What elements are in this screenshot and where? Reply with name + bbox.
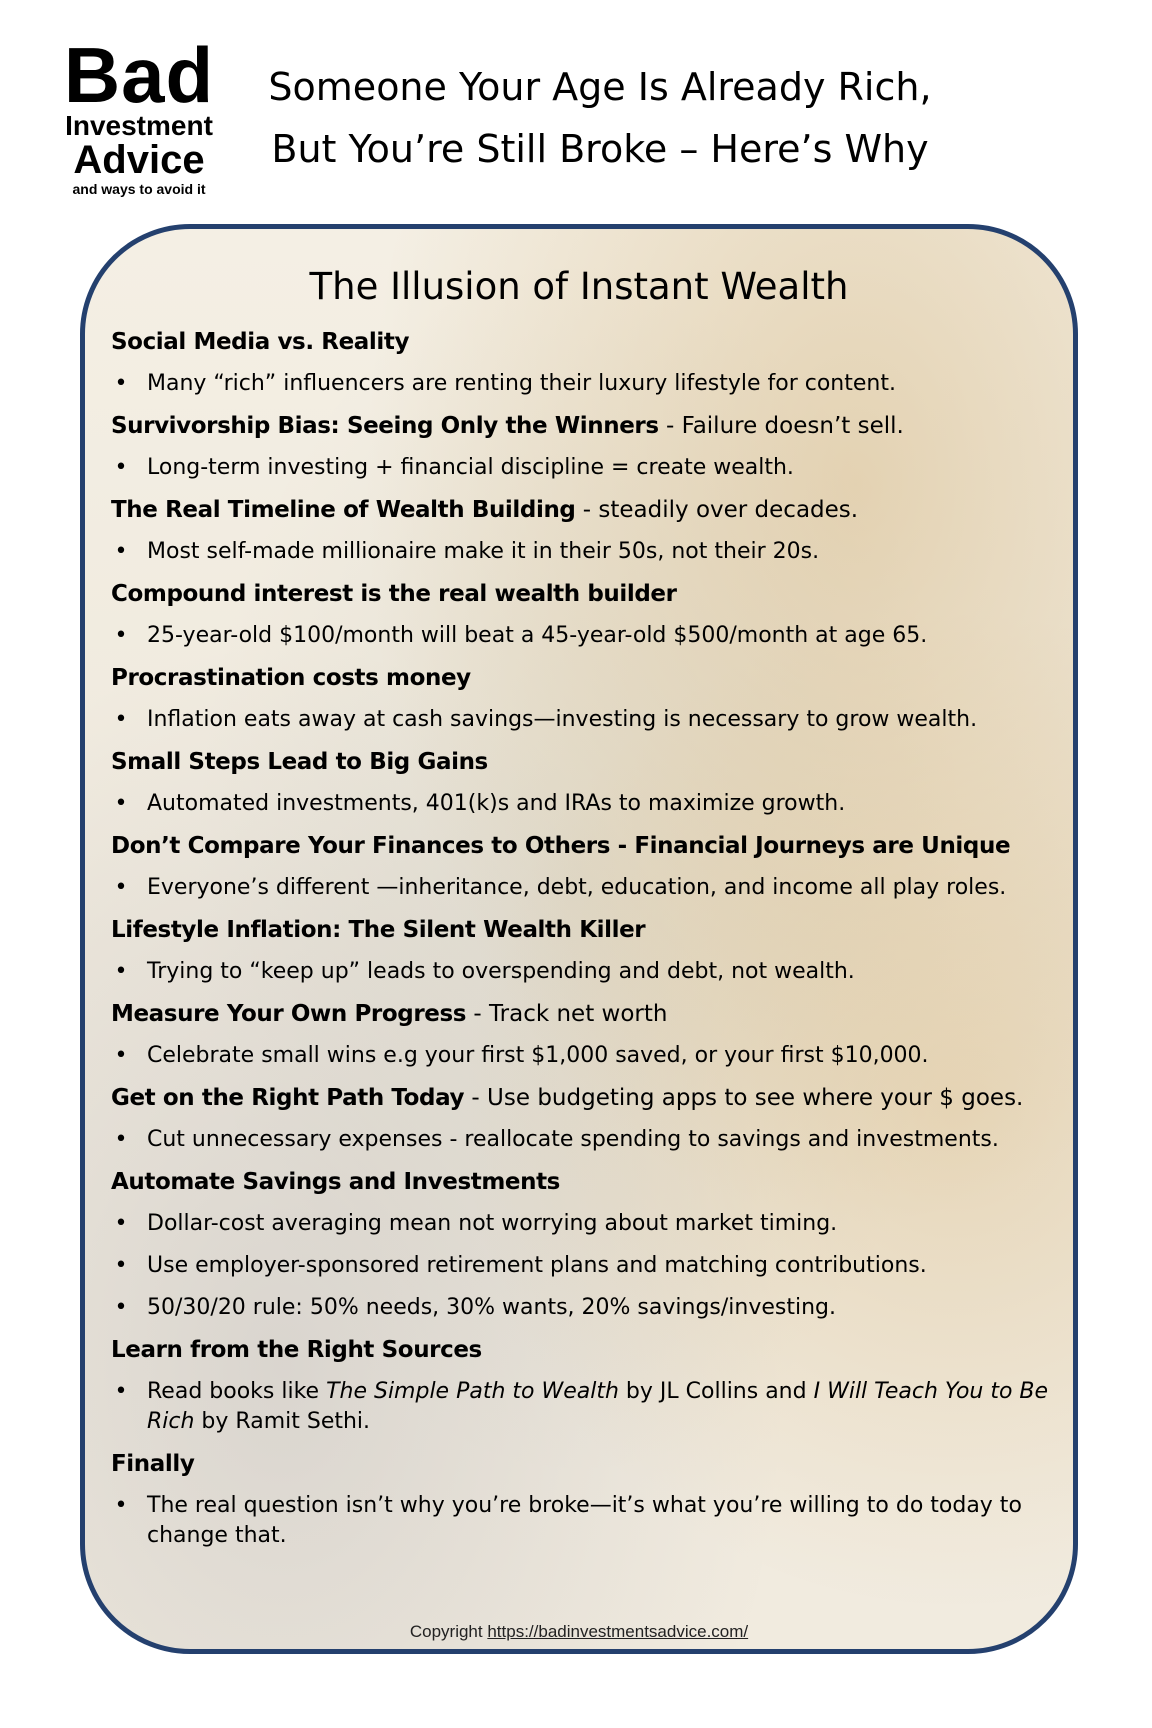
section-heading-bold: Procrastination costs money: [111, 665, 471, 691]
bullet-item: [111, 1125, 1056, 1155]
bullet-text: Cut unnecessary expenses - reallocate spending to savings and investments.: [147, 1127, 999, 1152]
section-heading-bold: Compound interest is the real wealth builder: [111, 581, 677, 607]
section-heading: [111, 831, 1056, 861]
section-heading-rest: - Track net worth: [466, 1001, 668, 1027]
logo-tagline: and ways to avoid it: [72, 181, 206, 198]
bullet-text: Use employer-sponsored retirement plans and matching contributions.: [147, 1253, 927, 1278]
bullet-text: Most self-made millionaire make it in their 50s, not their 20s.: [147, 539, 820, 564]
copyright-label: Copyright: [409, 1622, 483, 1641]
bullet-item: [111, 1293, 1056, 1323]
bullet-dot: •: [114, 1127, 128, 1152]
bullet-dot: •: [114, 1493, 128, 1518]
bullet-item: [111, 621, 1056, 651]
bullet-item: [111, 873, 1056, 903]
bullet-dot: •: [114, 539, 128, 564]
bullet-text: The real question isn’t why you’re broke—it’s what you’re willing to do today to change that.: [147, 1493, 1022, 1548]
section-heading: [111, 1083, 1056, 1113]
logo-line-investment: Investment: [65, 110, 213, 142]
logo: [44, 31, 234, 198]
bullet-text-part: by JL Collins and: [618, 1379, 814, 1404]
bullet-dot: •: [114, 1043, 128, 1068]
bullet-item: [111, 537, 1056, 567]
section-heading-rest: - Failure doesn’t sell.: [658, 413, 904, 439]
section-heading-bold: Get on the Right Path Today: [111, 1085, 465, 1111]
logo-line-bad: Bad: [63, 31, 215, 119]
bullet-text: Dollar-cost averaging mean not worrying about market timing.: [147, 1211, 838, 1236]
bullet-dot: •: [114, 875, 128, 900]
bullet-dot: •: [114, 791, 128, 816]
logo-line-advice: Advice: [73, 138, 205, 183]
bullet-dot: •: [114, 959, 128, 984]
section-heading-bold: Finally: [111, 1451, 195, 1477]
section-heading-rest: - Use budgeting apps to see where your $ goes.: [464, 1085, 1024, 1111]
bullet-item: [111, 453, 1056, 483]
section-heading-bold: Lifestyle Inflation: The Silent Wealth Killer: [111, 917, 646, 943]
bullet-item: [111, 369, 1056, 399]
section-heading: [111, 999, 1056, 1029]
bullet-text: Automated investments, 401(k)s and IRAs to maximize growth.: [147, 791, 846, 816]
copyright: [85, 1622, 1073, 1642]
page-title: [250, 56, 950, 180]
page-title-line-2: But You’re Still Broke – Here’s Why: [271, 127, 929, 171]
bullet-dot: •: [114, 707, 128, 732]
page-title-line-1: Someone Your Age Is Already Rich,: [268, 65, 932, 109]
section-heading: [111, 1335, 1056, 1365]
book-title: The Simple Path to Wealth: [326, 1379, 619, 1404]
section-heading: [111, 327, 1056, 357]
bullet-text-part: Read books like: [147, 1379, 327, 1404]
content-list: [111, 327, 1056, 1563]
bullet-text: Celebrate small wins e.g your first $1,000 saved, or your first $10,000.: [147, 1043, 929, 1068]
panel-title: The Illusion of Instant Wealth: [309, 265, 849, 308]
bullet-dot: •: [114, 1211, 128, 1236]
section-heading-bold: Survivorship Bias: Seeing Only the Winners: [111, 413, 659, 439]
section-heading-bold: The Real Timeline of Wealth Building: [111, 497, 576, 523]
bullet-item: [111, 1251, 1056, 1281]
section-heading: [111, 579, 1056, 609]
section-heading: [111, 747, 1056, 777]
bullet-item: [111, 1377, 1056, 1437]
bullet-item: [111, 1209, 1056, 1239]
bullet-text: Trying to “keep up” leads to overspending and debt, not wealth.: [147, 959, 855, 984]
bullet-dot: •: [114, 1295, 128, 1320]
book-title: I Will Teach You to Be Rich: [147, 1379, 1049, 1434]
copyright-link[interactable]: https://badinvestmentsadvice.com/: [487, 1622, 749, 1641]
bullet-text: Everyone’s different —inheritance, debt, education, and income all play roles.: [147, 875, 1007, 900]
content-panel: [80, 224, 1078, 1654]
bullet-text-part: by Ramit Sethi.: [194, 1409, 371, 1434]
section-heading: [111, 495, 1056, 525]
bullet-item: [111, 1041, 1056, 1071]
section-heading-bold: Small Steps Lead to Big Gains: [111, 749, 488, 775]
section-heading-bold: Learn from the Right Sources: [111, 1337, 482, 1363]
section-heading-bold: Measure Your Own Progress: [111, 1001, 467, 1027]
bullet-text: Inflation eats away at cash savings—investing is necessary to grow wealth.: [147, 707, 978, 732]
section-heading-bold: Social Media vs. Reality: [111, 329, 410, 355]
bullet-dot: •: [114, 623, 128, 648]
bullet-dot: •: [114, 1253, 128, 1278]
bullet-text: 25-year-old $100/month will beat a 45-year-old $500/month at age 65.: [147, 623, 928, 648]
bullet-dot: •: [114, 455, 128, 480]
bullet-item: [111, 789, 1056, 819]
bullet-text: Many “rich” influencers are renting their luxury lifestyle for content.: [147, 371, 896, 396]
section-heading: [111, 663, 1056, 693]
bullet-item: [111, 705, 1056, 735]
section-heading-bold: Don’t Compare Your Finances to Others - Financial Journeys are Unique: [111, 833, 1011, 859]
bullet-item: [111, 957, 1056, 987]
bullet-dot: •: [114, 1379, 128, 1404]
bullet-dot: •: [114, 371, 128, 396]
section-heading: [111, 1167, 1056, 1197]
bullet-text: 50/30/20 rule: 50% needs, 30% wants, 20% savings/investing.: [147, 1295, 837, 1320]
section-heading-rest: - steadily over decades.: [575, 497, 859, 523]
bullet-text: Long-term investing + financial discipline = create wealth.: [147, 455, 794, 480]
section-heading: [111, 915, 1056, 945]
section-heading: [111, 411, 1056, 441]
bullet-item: [111, 1491, 1056, 1551]
section-heading: [111, 1449, 1056, 1479]
section-heading-bold: Automate Savings and Investments: [111, 1169, 560, 1195]
